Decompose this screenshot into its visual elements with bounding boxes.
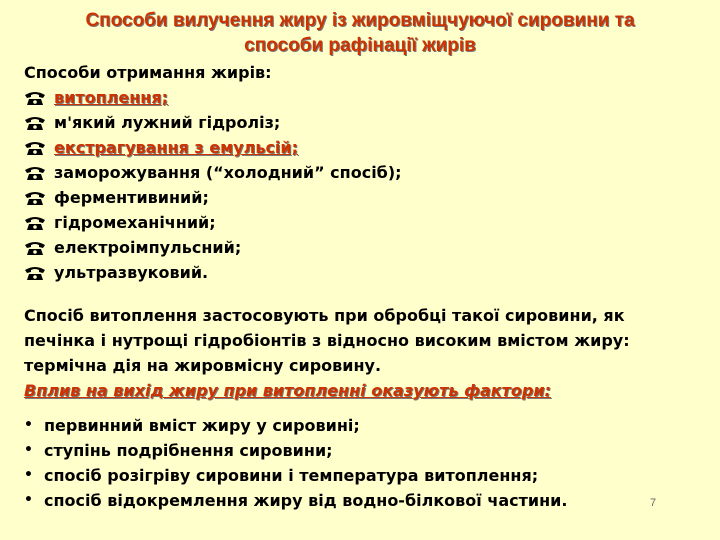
method-item [24,85,694,110]
factor-label: спосіб розігріву сировини і температура витоплення; [44,466,539,485]
factor-item [24,438,694,463]
method-label: ферментивиний; [54,188,209,207]
paragraph-line-1: Спосіб витоплення застосовують при обробці такої сировини, як [24,306,625,325]
title-line-1: Способи вилучення жиру із жировмiщчуючої сировини та [85,10,635,31]
factor-item [24,463,694,488]
page-number: 7 [650,497,657,509]
factors-list [24,413,694,513]
telephone-icon [24,240,46,256]
slide-title [0,8,720,58]
influence-heading: Вплив на вихід жиру при витопленні оказують фактори: [24,381,551,400]
method-item [24,160,694,185]
bullet-icon: • [24,492,33,508]
factor-item [24,413,694,438]
telephone-icon [24,140,46,156]
telephone-icon [24,190,46,206]
telephone-icon [24,115,46,131]
method-item [24,185,694,210]
method-item [24,210,694,235]
method-label: ультразвуковий. [54,263,209,282]
paragraph-line-2: печінка і нутрощі гідробіонтів з відносно високим вмістом жиру: [24,331,630,350]
telephone-icon [24,165,46,181]
bullet-icon: • [24,467,33,483]
methods-list [24,85,694,285]
method-label: екстрагування з емульсій; [54,138,299,157]
method-label: гідромеханічний; [54,213,216,232]
telephone-icon [24,265,46,281]
methods-subtitle: Способи отримання жирів: [24,63,272,82]
method-item [24,135,694,160]
factor-label: спосіб відокремлення жиру від водно-білкової частини. [44,491,568,510]
factor-label: первинний вміст жиру у сировині; [44,416,360,435]
method-label: м'який лужний гідроліз; [54,113,281,132]
method-item [24,260,694,285]
method-item [24,110,694,135]
slide-content [24,60,694,513]
telephone-icon [24,90,46,106]
telephone-icon [24,215,46,231]
title-line-2: способи рафінації жирів [244,35,476,56]
method-label: витоплення; [54,88,169,107]
factor-item [24,488,694,513]
bullet-icon: • [24,442,33,458]
method-label: електроімпульсний; [54,238,242,257]
method-label: заморожування (“холодний” спосіб); [54,163,402,182]
method-item [24,235,694,260]
bullet-icon: • [24,417,33,433]
rendering-paragraph [24,303,694,378]
factor-label: ступінь подрібнення сировини; [44,441,333,460]
paragraph-line-3: термічна дія на жировмісну сировину. [24,356,382,375]
